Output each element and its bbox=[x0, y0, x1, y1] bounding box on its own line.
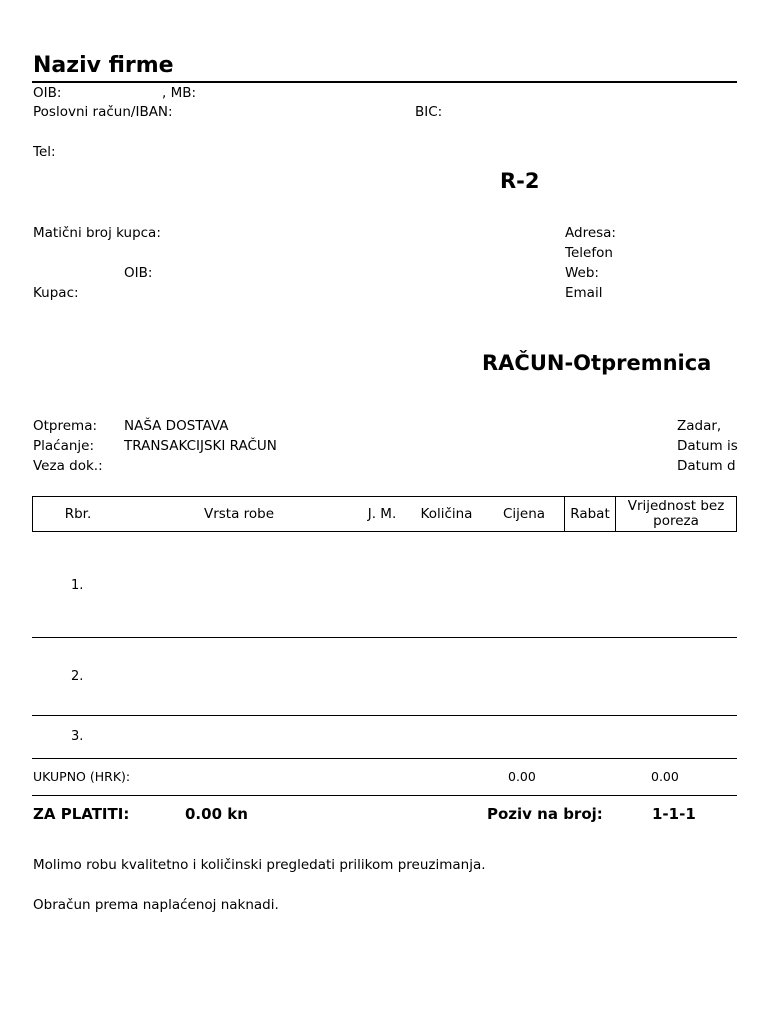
ukupno-label: UKUPNO (HRK): bbox=[33, 769, 131, 784]
ukupno-vrijednost: 0.00 bbox=[651, 769, 679, 784]
col-vrijednost-line2: poreza bbox=[653, 513, 699, 529]
col-cijena: Cijena bbox=[484, 497, 565, 532]
buyer-oib-label: OIB: bbox=[124, 265, 153, 281]
note-line-2: Obračun prema naplaćenoj naknadi. bbox=[33, 897, 279, 913]
doc-code: R-2 bbox=[500, 169, 540, 193]
col-rbr: Rbr. bbox=[33, 497, 124, 532]
row-3-rule bbox=[32, 758, 737, 759]
datum-izdavanja-label: Datum is bbox=[677, 438, 738, 454]
datum-dospijeca-label: Datum d bbox=[677, 458, 736, 474]
placanje-value: TRANSAKCIJSKI RAČUN bbox=[124, 438, 277, 454]
poziv-na-broj-label: Poziv na broj: bbox=[487, 805, 603, 823]
table-row-1-number: 1. bbox=[71, 578, 84, 593]
col-vrijednost bbox=[616, 497, 737, 532]
company-oib-label: OIB: bbox=[33, 85, 62, 101]
header-rule bbox=[32, 81, 737, 83]
company-iban-label: Poslovni račun/IBAN: bbox=[33, 104, 173, 120]
za-platiti-label: ZA PLATITI: bbox=[33, 805, 130, 823]
buyer-telefon-label: Telefon bbox=[565, 245, 613, 261]
col-rabat: Rabat bbox=[565, 497, 616, 532]
table-row-2-number: 2. bbox=[71, 669, 84, 684]
col-vrsta-robe: Vrsta robe bbox=[123, 497, 355, 532]
company-mb-label: , MB: bbox=[162, 85, 197, 101]
ukupno-cijena: 0.00 bbox=[508, 769, 536, 784]
row-1-rule bbox=[32, 637, 737, 638]
buyer-email-label: Email bbox=[565, 285, 603, 301]
buyer-web-label: Web: bbox=[565, 265, 599, 281]
buyer-kupac-label: Kupac: bbox=[33, 285, 79, 301]
poziv-na-broj-value: 1-1-1 bbox=[652, 805, 696, 823]
buyer-mb-label: Matični broj kupca: bbox=[33, 225, 161, 241]
row-2-rule bbox=[32, 715, 737, 716]
placanje-label: Plaćanje: bbox=[33, 438, 95, 454]
company-bic-label: BIC: bbox=[415, 104, 443, 120]
items-table-header bbox=[33, 497, 737, 532]
company-name: Naziv firme bbox=[33, 53, 174, 78]
otprema-value: NAŠA DOSTAVA bbox=[124, 418, 229, 434]
col-jm: J. M. bbox=[355, 497, 409, 532]
company-tel-label: Tel: bbox=[33, 144, 56, 160]
buyer-adresa-label: Adresa: bbox=[565, 225, 616, 241]
totals-rule bbox=[32, 795, 737, 796]
doc-title: RAČUN-Otpremnica bbox=[482, 351, 712, 375]
city-label: Zadar, bbox=[677, 418, 722, 434]
table-row-3-number: 3. bbox=[71, 729, 84, 744]
note-line-1: Molimo robu kvalitetno i količinski pregledati prilikom preuzimanja. bbox=[33, 857, 486, 873]
otprema-label: Otprema: bbox=[33, 418, 98, 434]
za-platiti-value: 0.00 kn bbox=[185, 805, 248, 823]
col-kolicina: Količina bbox=[409, 497, 484, 532]
col-vrijednost-line1: Vrijednost bez bbox=[627, 498, 725, 514]
veza-label: Veza dok.: bbox=[33, 458, 103, 474]
items-table bbox=[32, 496, 737, 532]
